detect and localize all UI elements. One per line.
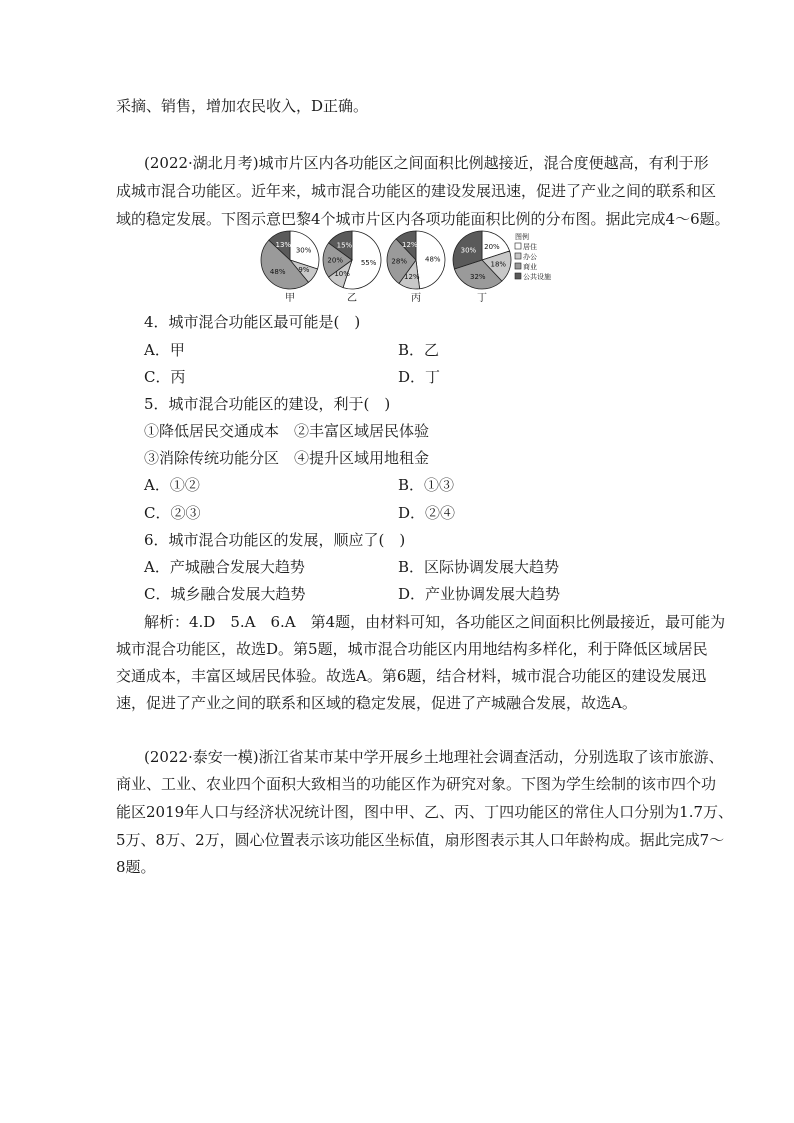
q5-option-b: B．①③ <box>398 476 455 494</box>
q5-stem: 5．城市混合功能区的建设，利于( ) <box>144 395 391 413</box>
question-intro-line: 8题。 <box>116 858 156 876</box>
question-intro-line: (2022·湖北月考)城市片区内各功能区之间面积比例越接近，混合度便越高，有利于形 <box>144 154 709 172</box>
analysis-line: 解析：4.D 5.A 6.A 第4题，由材料可知，各功能区之间面积比例最接近，最可能为 <box>144 613 726 631</box>
legend-swatch <box>515 253 521 259</box>
pie-slice-label: 20% <box>484 242 500 251</box>
legend-label: 商业 <box>523 263 537 271</box>
analysis-line: 速，促进了产业之间的联系和区域的稳定发展，促进了产城融合发展，故选A。 <box>116 694 637 712</box>
pie-slice-label: 30% <box>460 246 477 255</box>
legend-swatch <box>515 243 521 249</box>
pie-slice-label: 10% <box>334 270 350 279</box>
pie-slice-label: 13% <box>275 241 292 250</box>
q4-stem: 4．城市混合功能区最可能是( ) <box>144 313 361 331</box>
pie-chart-figure <box>255 228 575 308</box>
q5-option-a: A．①② <box>144 476 200 494</box>
question-intro-line: 商业、工业、农业四个面积大致相当的功能区作为研究对象。下图为学生绘制的该市四个功 <box>116 775 717 793</box>
top-line: 采摘、销售，增加农民收入，D正确。 <box>116 97 369 115</box>
pie-name-label: 甲 <box>285 293 295 304</box>
pie-slice-label: 28% <box>391 257 407 266</box>
q6-stem: 6．城市混合功能区的发展，顺应了( ) <box>144 531 406 549</box>
question-intro-line: 5万、8万、2万，圆心位置表示该功能区坐标值，扇形图表示其人口年龄构成。据此完成7～ <box>116 831 725 849</box>
q6-option-a: A．产城融合发展大趋势 <box>144 558 305 576</box>
legend-swatch <box>515 263 521 269</box>
pie-slice-label: 9% <box>298 266 310 274</box>
legend-swatch <box>515 273 521 279</box>
question-intro-line: 域的稳定发展。下图示意巴黎4个城市片区内各项功能面积比例的分布图。据此完成4～6题。 <box>116 210 730 228</box>
q6-option-b: B．区际协调发展大趋势 <box>398 558 560 576</box>
pie-name-label: 丙 <box>411 293 421 304</box>
question-intro-line: 成城市混合功能区。近年来，城市混合功能区的建设发展迅速，促进了产业之间的联系和区 <box>116 182 717 200</box>
pie-slice-label: 18% <box>490 260 507 269</box>
pie-name-label: 乙 <box>347 293 357 304</box>
q5-option-c: C．②③ <box>144 504 201 522</box>
pie-slice-label: 48% <box>269 268 286 276</box>
q4-option-d: D．丁 <box>398 368 441 386</box>
q6-option-c: C．城乡融合发展大趋势 <box>144 585 306 603</box>
pie-slice-label: 12% <box>402 240 418 249</box>
legend-title: 图例 <box>515 233 529 241</box>
legend-label: 办公 <box>523 253 537 261</box>
q5-statement: ③消除传统功能分区 ④提升区域用地租金 <box>144 449 430 467</box>
q6-option-d: D．产业协调发展大趋势 <box>398 585 561 603</box>
q5-option-d: D．②④ <box>398 504 456 522</box>
q5-statement: ①降低居民交通成本 ②丰富区域居民体验 <box>144 422 430 440</box>
pie-slice-label: 48% <box>425 255 441 264</box>
pie-slice-label: 15% <box>336 241 353 250</box>
pie-slice-label: 30% <box>295 246 312 255</box>
legend-label: 公共设施 <box>523 273 551 281</box>
pie-slice-label: 12% <box>404 272 420 281</box>
legend-label: 居住 <box>523 243 537 251</box>
analysis-line: 交通成本，丰富区域居民体验。故选A。第6题，结合材料，城市混合功能区的建设发展迅 <box>116 667 707 685</box>
q4-option-b: B．乙 <box>398 341 440 359</box>
q4-option-a: A．甲 <box>144 341 185 359</box>
pie-slice-label: 55% <box>360 259 377 268</box>
pie-slice-label: 20% <box>327 256 343 265</box>
analysis-line: 城市混合功能区，故选D。第5题，城市混合功能区内用地结构多样化，利于降低区域居民 <box>116 640 708 658</box>
question-intro-line: 能区2019年人口与经济状况统计图，图中甲、乙、丙、丁四功能区的常住人口分别为1.7万、 <box>116 803 734 821</box>
pie-slice-label: 32% <box>470 272 486 281</box>
q4-option-c: C．丙 <box>144 368 186 386</box>
pie-name-label: 丁 <box>477 293 487 304</box>
question-intro-line: (2022·泰安一模)浙江省某市某中学开展乡土地理社会调查活动，分别选取了该市旅游、 <box>144 748 724 766</box>
